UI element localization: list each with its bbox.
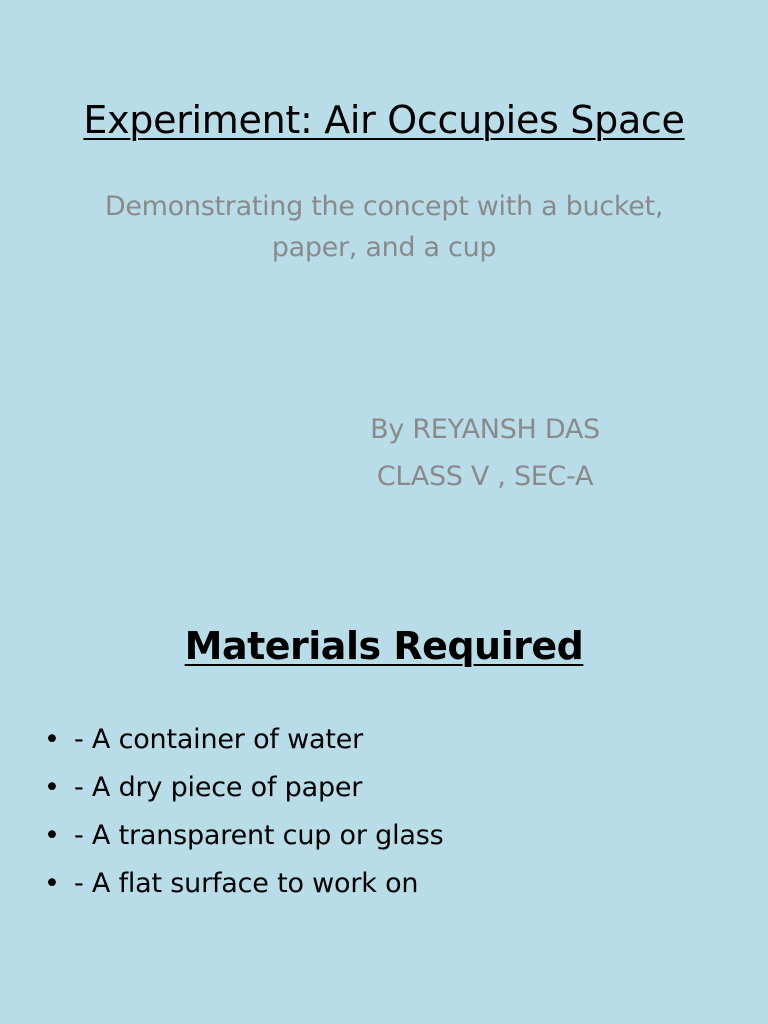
list-item-text: - A transparent cup or glass (74, 820, 444, 851)
slide-subtitle: Demonstrating the concept with a bucket, paper, and a cup (104, 191, 664, 263)
list-item (40, 716, 740, 764)
author-name: By REYANSH DAS (370, 414, 600, 445)
materials-list (40, 716, 740, 908)
list-item-text: - A dry piece of paper (74, 772, 363, 803)
bullet-icon: • (44, 772, 60, 803)
slide-title: Experiment: Air Occupies Space (83, 98, 685, 142)
materials-title: Materials Required (184, 624, 584, 668)
author-block (300, 406, 670, 500)
bullet-icon: • (44, 820, 60, 851)
list-item (40, 764, 740, 812)
bullet-icon: • (44, 868, 60, 899)
list-item-text: - A flat surface to work on (74, 868, 419, 899)
list-item (40, 860, 740, 908)
list-item (40, 812, 740, 860)
list-item-text: - A container of water (74, 724, 364, 755)
materials-slide (0, 576, 768, 1024)
bullet-icon: • (44, 724, 60, 755)
author-class: CLASS V , SEC-A (376, 461, 594, 492)
